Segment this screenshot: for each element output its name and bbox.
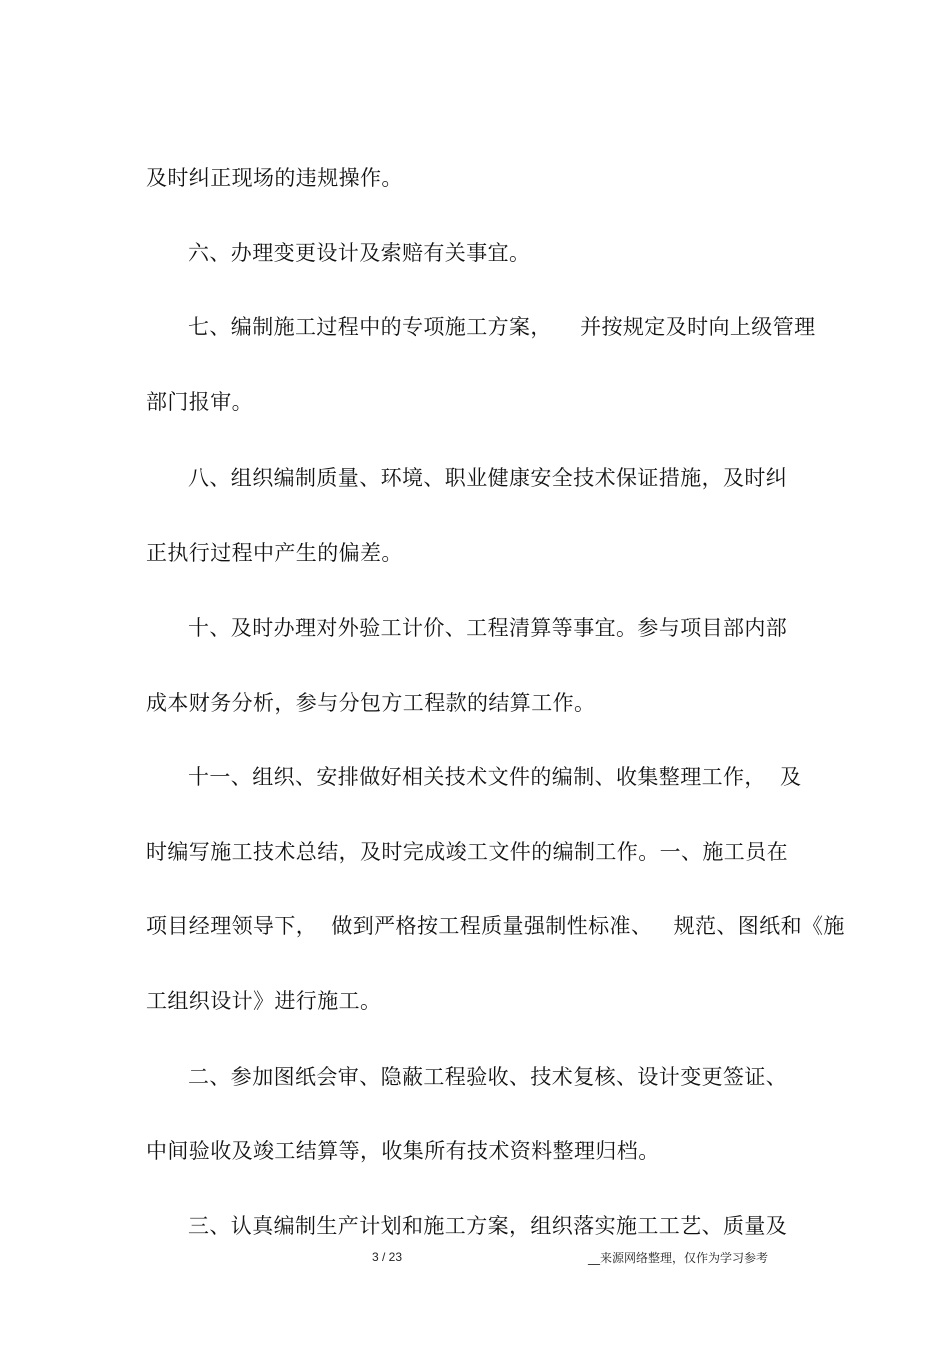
text-line: 项目经理领导下， 做到严格按工程质量强制性标准、 规范、图纸和《施: [146, 914, 845, 938]
text-line: 二、参加图纸会审、隐蔽工程验收、技术复核、设计变更签证、: [188, 1065, 788, 1089]
text-line: 十、及时办理对外验工计价、工程清算等事宜。参与项目部内部: [188, 616, 788, 640]
text-line: 部门报审。: [146, 390, 253, 414]
text-line: 十一、组织、安排做好相关技术文件的编制、收集整理工作， 及: [188, 765, 802, 789]
text-line: 工组织设计》进行施工。: [146, 989, 382, 1013]
text-line: 三、认真编制生产计划和施工方案，组织落实施工工艺、质量及: [188, 1214, 788, 1238]
text-line: 六、办理变更设计及索赔有关事宜。: [188, 241, 531, 265]
page-number: 3 / 23: [372, 1250, 403, 1264]
text-line: 中间验收及竣工结算等，收集所有技术资料整理归档。: [146, 1139, 660, 1163]
source-note: __来源网络整理，仅作为学习参考: [588, 1251, 769, 1265]
text-line: 时编写施工技术总结，及时完成竣工文件的编制工作。一、施工员在: [146, 840, 788, 864]
text-line: 八、组织编制质量、环境、职业健康安全技术保证措施，及时纠: [188, 466, 788, 490]
text-line: 七、编制施工过程中的专项施工方案， 并按规定及时向上级管理: [188, 315, 816, 339]
text-line: 成本财务分析，参与分包方工程款的结算工作。: [146, 691, 596, 715]
text-line: 正执行过程中产生的偏差。: [146, 541, 403, 565]
text-line: 及时纠正现场的违规操作。: [146, 166, 403, 190]
